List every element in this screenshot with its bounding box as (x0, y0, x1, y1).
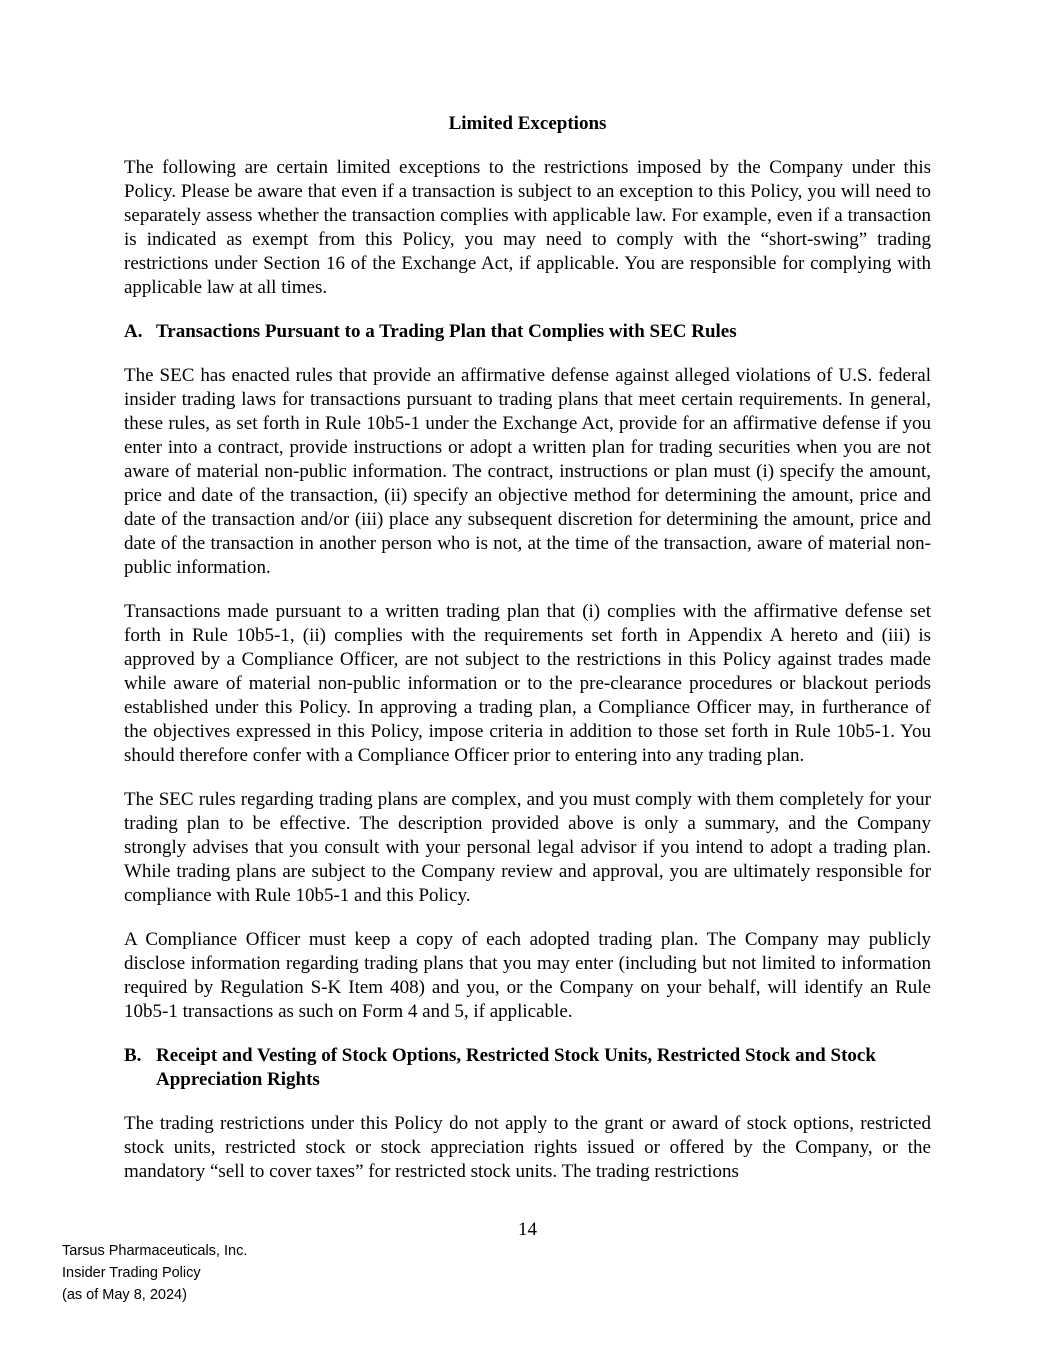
page-number: 14 (518, 1219, 537, 1240)
section-a-title: Transactions Pursuant to a Trading Plan that Complies with SEC Rules (156, 321, 737, 342)
section-b-paragraph-1: The trading restrictions under this Policy do not apply to the grant or award of stock options, restricted stock units, restricted stock or stock appreciation rights issued or offered by the Company, or the mandatory “sell to cover taxes” for restricted stock units. The trading restrictions (124, 1113, 931, 1182)
section-b-title: Receipt and Vesting of Stock Options, Restricted Stock Units, Restricted Stock and Stock Appreciation Rights (156, 1045, 876, 1090)
section-a-heading (124, 320, 931, 344)
section-a-paragraph-2: Transactions made pursuant to a written trading plan that (i) complies with the affirmative defense set forth in Rule 10b5-1, (ii) complies with the requirements set forth in Appendix A hereto and (iii) is approved by a Compliance Officer, are not subject to the restrictions in this Policy against trades made while aware of material non-public information or to the pre-clearance procedures or blackout periods established under this Policy. In approving a trading plan, a Compliance Officer may, in furtherance of the objectives expressed in this Policy, impose criteria in addition to those set forth in Rule 10b5-1. You should therefore confer with a Compliance Officer prior to entering into any trading plan. (124, 601, 931, 766)
section-a-paragraph-4: A Compliance Officer must keep a copy of each adopted trading plan. The Company may publicly disclose information regarding trading plans that you may enter (including but not limited to information required by Regulation S-K Item 408) and you, or the Company on your behalf, will identify an Rule 10b5-1 transactions as such on Form 4 and 5, if applicable. (124, 929, 931, 1022)
footer-company: Tarsus Pharmaceuticals, Inc. (62, 1243, 248, 1259)
page-content (124, 112, 931, 1184)
section-b-heading (124, 1044, 931, 1092)
footer-document-title: Insider Trading Policy (62, 1265, 201, 1281)
section-a-paragraph-1: The SEC has enacted rules that provide an affirmative defense against alleged violations of U.S. federal insider trading laws for transactions pursuant to trading plans that meet certain requirements. In general, these rules, as set forth in Rule 10b5-1 under the Exchange Act, provide for an affirmative defense if you enter into a contract, provide instructions or adopt a written plan for trading securities when you are not aware of material non-public information. The contract, instructions or plan must (i) specify the amount, price and date of the transaction, (ii) specify an objective method for determining the amount, price and date of the transaction and/or (iii) place any subsequent discretion for determining the amount, price and date of the transaction in another person who is not, at the time of the transaction, aware of material non-public information. (124, 365, 931, 578)
intro-paragraph: The following are certain limited exceptions to the restrictions imposed by the Company under this Policy. Please be aware that even if a transaction is subject to an exception to this Policy, you will need to separately assess whether the transaction complies with applicable law. For example, even if a transaction is indicated as exempt from this Policy, you may need to comply with the “short-swing” trading restrictions under Section 16 of the Exchange Act, if applicable. You are responsible for complying with applicable law at all times. (124, 157, 931, 298)
page-heading: Limited Exceptions (448, 113, 607, 134)
section-a-letter: A. (124, 321, 143, 342)
section-a-paragraph-3: The SEC rules regarding trading plans are complex, and you must comply with them completely for your trading plan to be effective. The description provided above is only a summary, and the Company strongly advises that you consult with your personal legal advisor if you intend to adopt a trading plan. While trading plans are subject to the Company review and approval, you are ultimately responsible for compliance with Rule 10b5-1 and this Policy. (124, 789, 931, 906)
footer-date: (as of May 8, 2024) (62, 1287, 187, 1303)
page-footer (62, 1240, 247, 1306)
section-b-letter: B. (124, 1045, 142, 1066)
